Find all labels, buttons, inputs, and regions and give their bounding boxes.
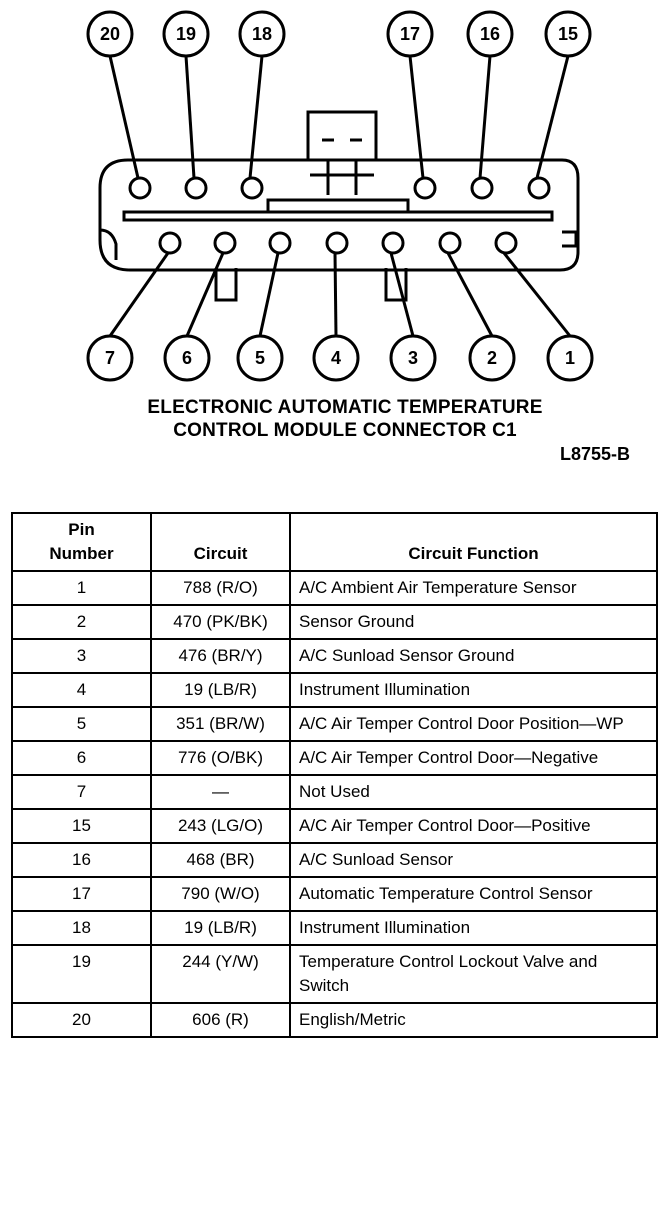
callout-label: 2 [486,348,498,368]
pin-cell: 17 [12,877,151,911]
circuit-cell [151,673,290,707]
connector-rib [124,212,552,220]
circuit-cell [151,605,290,639]
function-cell: A/C Air Temper Control Door—Negative [290,741,657,775]
circuit-text: 244 (Y/W) [182,952,259,971]
pin-hole [160,233,180,253]
function-cell: Sensor Ground [290,605,657,639]
caption-line-1: ELECTRONIC AUTOMATIC TEMPERATURE [147,397,543,418]
callout-label: 20 [99,24,121,44]
pin-hole [529,178,549,198]
leader-line [187,253,223,336]
circuit-text: 19 (LB/R) [184,680,257,699]
circuit-cell [151,741,290,775]
table-row [12,775,657,809]
circuit-text: 19 (LB/R) [184,918,257,937]
callout-label: 7 [104,348,116,368]
leader-line [448,253,492,336]
header-pin-number: Pin Number [12,513,151,571]
pin-hole [440,233,460,253]
circuit-cell [151,571,290,605]
pin-callout [391,336,435,380]
pin-hole [130,178,150,198]
table-row [12,571,657,605]
circuit-text: 476 (BR/Y) [178,646,263,665]
function-cell: A/C Ambient Air Temperature Sensor [290,571,657,605]
circuit-cell [151,639,290,673]
pin-callout [165,336,209,380]
circuit-text: 351 (BR/W) [176,714,265,733]
leader-line [110,253,168,336]
callout-label: 19 [175,24,197,44]
pin-cell: 6 [12,741,151,775]
pin-cell: 18 [12,911,151,945]
pin-hole [186,178,206,198]
circuit-cell [151,809,290,843]
function-cell: Not Used [290,775,657,809]
circuit-cell [151,877,290,911]
pin-cell: 16 [12,843,151,877]
pin-callout [88,336,132,380]
pin-callout [548,336,592,380]
pin-cell: 15 [12,809,151,843]
function-cell: English/Metric [290,1003,657,1037]
callout-label: 3 [407,348,419,368]
table-row [12,911,657,945]
pin-hole [215,233,235,253]
function-cell: A/C Air Temper Control Door—Positive [290,809,657,843]
circuit-cell [151,843,290,877]
callout-label: 17 [399,24,421,44]
table-row [12,639,657,673]
table-row [12,605,657,639]
table-row [12,673,657,707]
pin-cell: 4 [12,673,151,707]
pin-hole [496,233,516,253]
leader-line [391,253,413,336]
callout-label: 6 [181,348,193,368]
table-row [12,707,657,741]
table-row [12,1003,657,1037]
header-circuit-function: Circuit Function [290,513,657,571]
callout-label: 1 [564,348,576,368]
circuit-cell [151,707,290,741]
function-cell: A/C Air Temper Control Door Position—WP [290,707,657,741]
pin-callout [240,12,284,56]
pin-callout [388,12,432,56]
pin-hole [415,178,435,198]
pin-cell: 1 [12,571,151,605]
pin-hole [327,233,347,253]
pin-hole [472,178,492,198]
circuit-text: 776 (O/BK) [177,748,264,767]
table-row [12,809,657,843]
circuit-text: 606 (R) [192,1010,249,1029]
pin-cell: 7 [12,775,151,809]
pin-callout [88,12,132,56]
circuit-cell [151,945,290,1003]
callout-label: 5 [254,348,266,368]
leader-line [260,253,278,336]
table-row [12,741,657,775]
circuit-cell [151,775,290,809]
table-row [12,945,657,1003]
connector-latch [308,112,376,160]
pinout-table [11,512,658,1038]
pin-cell: 2 [12,605,151,639]
circuit-text: 470 (PK/BK) [173,612,268,631]
pin-callout [314,336,358,380]
circuit-text: 788 (R/O) [183,578,258,597]
pin-callout [470,336,514,380]
circuit-text: 790 (W/O) [181,884,260,903]
figure-code: L8755-B [560,444,631,464]
circuit-cell [151,911,290,945]
pin-hole [242,178,262,198]
caption-line-2: CONTROL MODULE CONNECTOR C1 [173,420,517,441]
pin-cell: 20 [12,1003,151,1037]
circuit-text: 243 (LG/O) [177,816,264,835]
circuit-cell [151,1003,290,1037]
pin-callout [468,12,512,56]
table-row [12,843,657,877]
table-header-row [12,513,657,571]
function-cell: Automatic Temperature Control Sensor [290,877,657,911]
function-cell: Temperature Control Lockout Valve and Switch [290,945,657,1003]
pin-hole [270,233,290,253]
pin-cell: 19 [12,945,151,1003]
function-cell: A/C Sunload Sensor [290,843,657,877]
function-cell: Instrument Illumination [290,673,657,707]
leader-line [504,253,570,336]
pin-callout [546,12,590,56]
callout-label: 4 [330,348,342,368]
callout-label: 18 [251,24,273,44]
callout-label: 16 [479,24,501,44]
function-cell: A/C Sunload Sensor Ground [290,639,657,673]
table-row [12,877,657,911]
function-cell: Instrument Illumination [290,911,657,945]
header-circuit: Circuit [151,513,290,571]
pin-hole [383,233,403,253]
callout-label: 15 [557,24,579,44]
pin-cell: 5 [12,707,151,741]
pin-cell: 3 [12,639,151,673]
leader-line [335,253,336,336]
pin-callout [238,336,282,380]
circuit-text: 468 (BR) [186,850,255,869]
circuit-text: — [212,782,229,801]
pin-callout [164,12,208,56]
connector-diagram [0,0,672,400]
